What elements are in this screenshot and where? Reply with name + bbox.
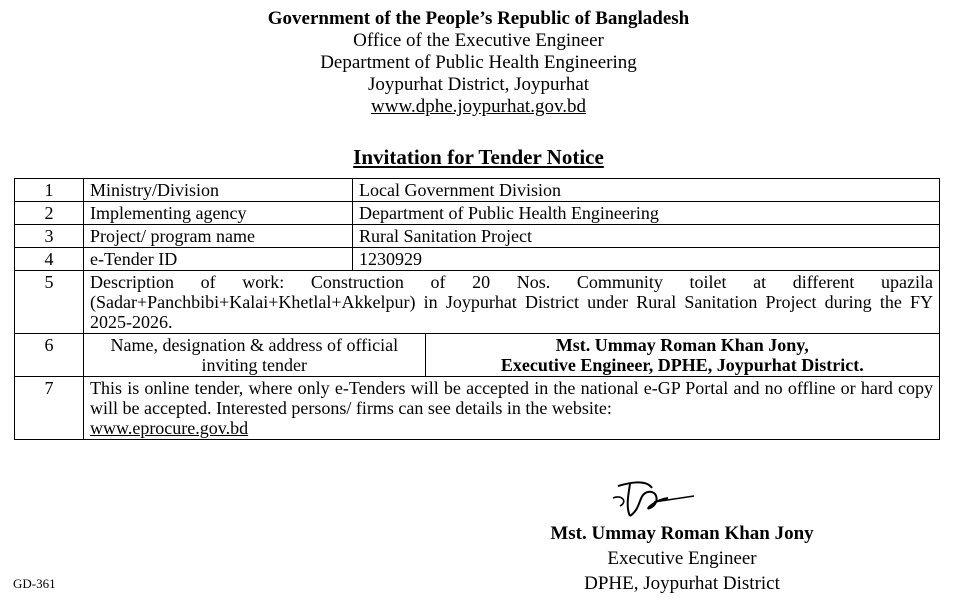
eprocure-link[interactable]: www.eprocure.gov.bd [90,418,249,438]
row-number: 1 [15,179,84,202]
row-number: 6 [15,334,84,377]
signatory-block [512,521,852,596]
table-row [15,248,940,271]
row-number: 4 [15,248,84,271]
handwritten-signature [608,478,698,522]
table-row [15,179,940,202]
district-name: Joypurhat District, Joypurhat [367,74,590,95]
table-row [15,202,940,225]
official-name: Mst. Ummay Roman Khan Jony, [555,335,809,355]
department-name: Department of Public Health Engineering [320,52,637,73]
row-value: 1230929 [353,248,940,271]
reference-code: GD-361 [13,576,56,591]
row-number: 3 [15,225,84,248]
note-text: This is online tender, where only e-Tenders will be accepted in the national e-GP Portal and no offline or hard copy will be accepted. Interested persons/ firms can see details in the website: [90,378,933,418]
row-label: Implementing agency [84,202,353,225]
office-name: Office of the Executive Engineer [353,30,604,51]
work-description: Description of work: Construction of 20 Nos. Community toilet at different upazila (Sadar+Panchbibi+Kalai+Khetlal+Akkelpur) in Joypurhat District under Rural Sanitation Project during the FY 2025-2026. [84,271,940,334]
government-name: Government of the People’s Republic of Bangladesh [267,8,690,29]
row-number: 2 [15,202,84,225]
row-number: 7 [15,377,84,440]
notice-title: Invitation for Tender Notice [353,145,604,169]
row-label: Ministry/Division [84,179,353,202]
row-value: Department of Public Health Engineering [353,202,940,225]
table-row [15,225,940,248]
table-row [15,334,940,377]
website-link[interactable]: www.dphe.joypurhat.gov.bd [371,96,586,117]
online-tender-note [84,377,940,440]
table-row [15,377,940,440]
row-number: 5 [15,271,84,334]
row-value: Rural Sanitation Project [353,225,940,248]
row-label: e-Tender ID [84,248,353,271]
tender-table [14,178,940,440]
table-row [15,271,940,334]
inviting-official [425,334,939,377]
row-label: Name, designation & address of official inviting tender [84,334,426,377]
row-label: Project/ program name [84,225,353,248]
signatory-designation: Executive Engineer [607,548,757,569]
signatory-name: Mst. Ummay Roman Khan Jony [550,523,814,544]
signatory-office: DPHE, Joypurhat District [584,573,780,594]
row-value: Local Government Division [353,179,940,202]
letterhead [0,8,957,118]
official-designation: Executive Engineer, DPHE, Joypurhat District. [500,355,864,375]
